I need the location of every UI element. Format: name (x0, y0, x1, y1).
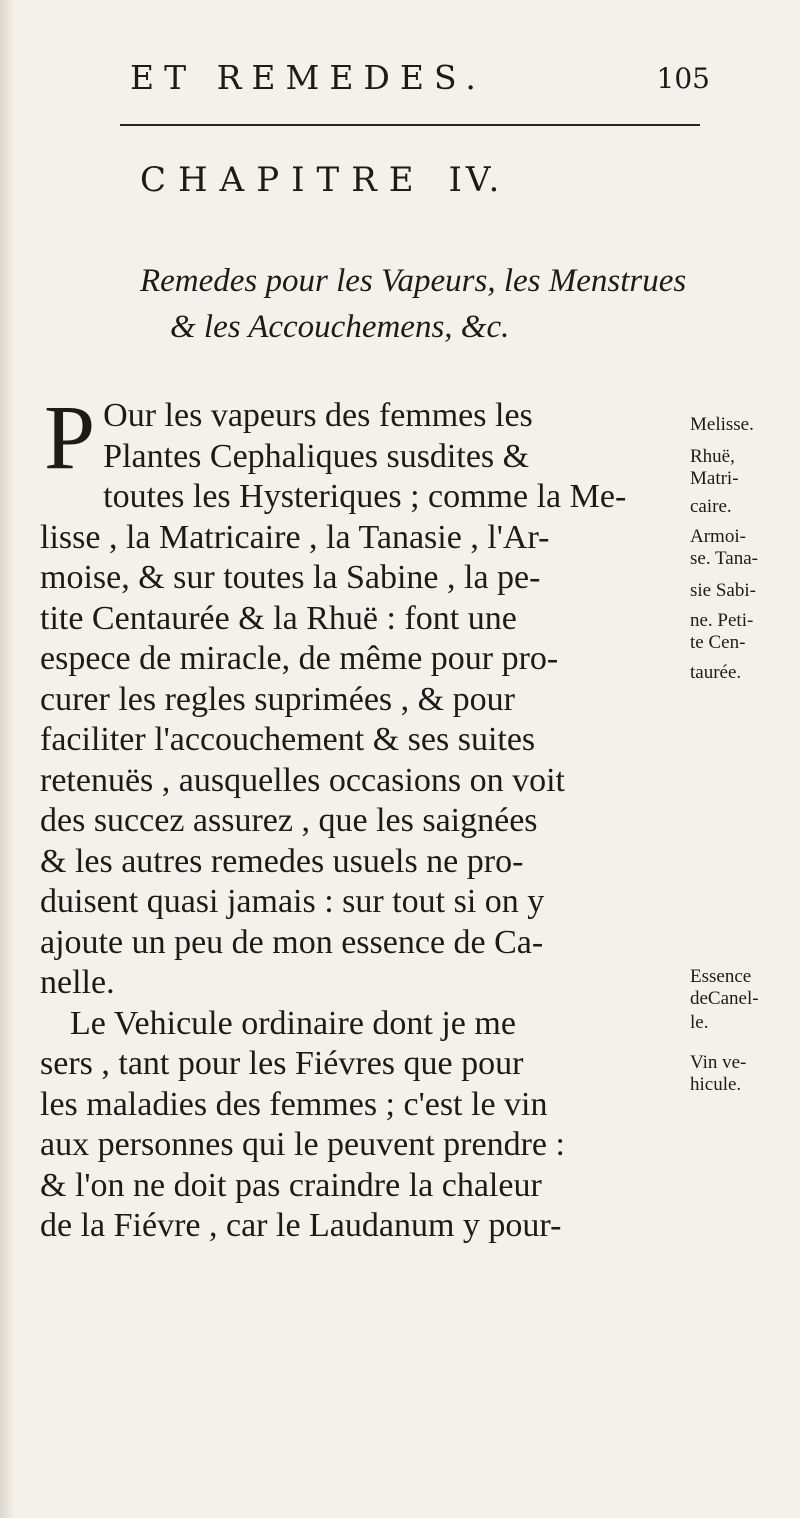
text-line: des succez assurez , que les saignées (40, 802, 538, 839)
chapter-subtitle (140, 258, 700, 350)
margin-note: Essence (690, 966, 752, 987)
margin-note: taurée. (690, 662, 742, 683)
text-line: duisent quasi jamais : sur tout si on y (40, 883, 545, 920)
text-line: retenuës , ausquelles occasions on voit (40, 761, 565, 799)
text-line: moise, & sur toutes la Sabine , la pe- (40, 559, 541, 596)
margin-note: deCanel- (690, 988, 759, 1009)
page-gutter-shadow (0, 0, 14, 1518)
text-line: espece de miracle, de même pour pro- (40, 640, 559, 677)
text-line: & l'on ne doit pas craindre la chaleur (40, 1166, 542, 1204)
body-text (40, 386, 680, 1247)
text-line: faciliter l'accouchement & ses suites (40, 721, 536, 758)
margin-note: Armoi- (690, 526, 746, 547)
margin-note: sie Sabi- (690, 580, 756, 601)
margin-note: te Cen- (690, 632, 746, 653)
drop-cap: P (44, 386, 96, 488)
text-line: aux personnes qui le peuvent prendre : (40, 1126, 565, 1163)
running-head (130, 58, 710, 108)
text-line: lisse , la Matricaire , la Tanasie , l'Ar- (40, 518, 550, 556)
page-number: 105 (656, 62, 710, 95)
text-line: tite Centaurée & la Rhuë : font une (40, 599, 517, 637)
text-line: Plantes Cephaliques susdites & (103, 437, 530, 475)
text-line: ajoute un peu de mon essence de Ca- (40, 923, 544, 961)
margin-note: ne. Peti- (690, 610, 754, 631)
subtitle-line-2: & les Accouchemens, &c. (170, 309, 510, 345)
chapter-number: IV. (448, 160, 504, 200)
header-rule (120, 124, 700, 126)
text-line: Le Vehicule ordinaire dont je me (70, 1004, 516, 1042)
text-line: curer les regles suprimées , & pour (40, 680, 515, 718)
margin-note: Rhuë, (690, 446, 735, 467)
margin-note: Melisse. (690, 414, 754, 435)
margin-note: caire. (690, 496, 732, 517)
subtitle-line-1: Remedes pour les Vapeurs, les Menstrues (140, 263, 687, 299)
margin-note: Matri- (690, 468, 739, 489)
text-line: de la Fiévre , car le Laudanum y pour- (40, 1207, 562, 1244)
chapter-label: CHAPITRE (140, 160, 426, 200)
text-line: les maladies des femmes ; c'est le vin (40, 1085, 548, 1123)
running-head-title: ET REMEDES. (130, 58, 486, 97)
margin-note: Vin ve- (690, 1052, 747, 1073)
margin-note: se. Tana- (690, 548, 758, 569)
chapter-heading (140, 160, 700, 200)
text-line: Our les vapeurs des femmes les (103, 397, 533, 434)
text-line: toutes les Hysteriques ; comme la Me- (103, 478, 627, 515)
text-line: nelle. (40, 964, 115, 1001)
margin-note: le. (690, 1012, 709, 1033)
text-line: sers , tant pour les Fiévres que pour (40, 1045, 524, 1082)
margin-note: hicule. (690, 1074, 742, 1095)
text-line: & les autres remedes usuels ne pro- (40, 842, 524, 880)
